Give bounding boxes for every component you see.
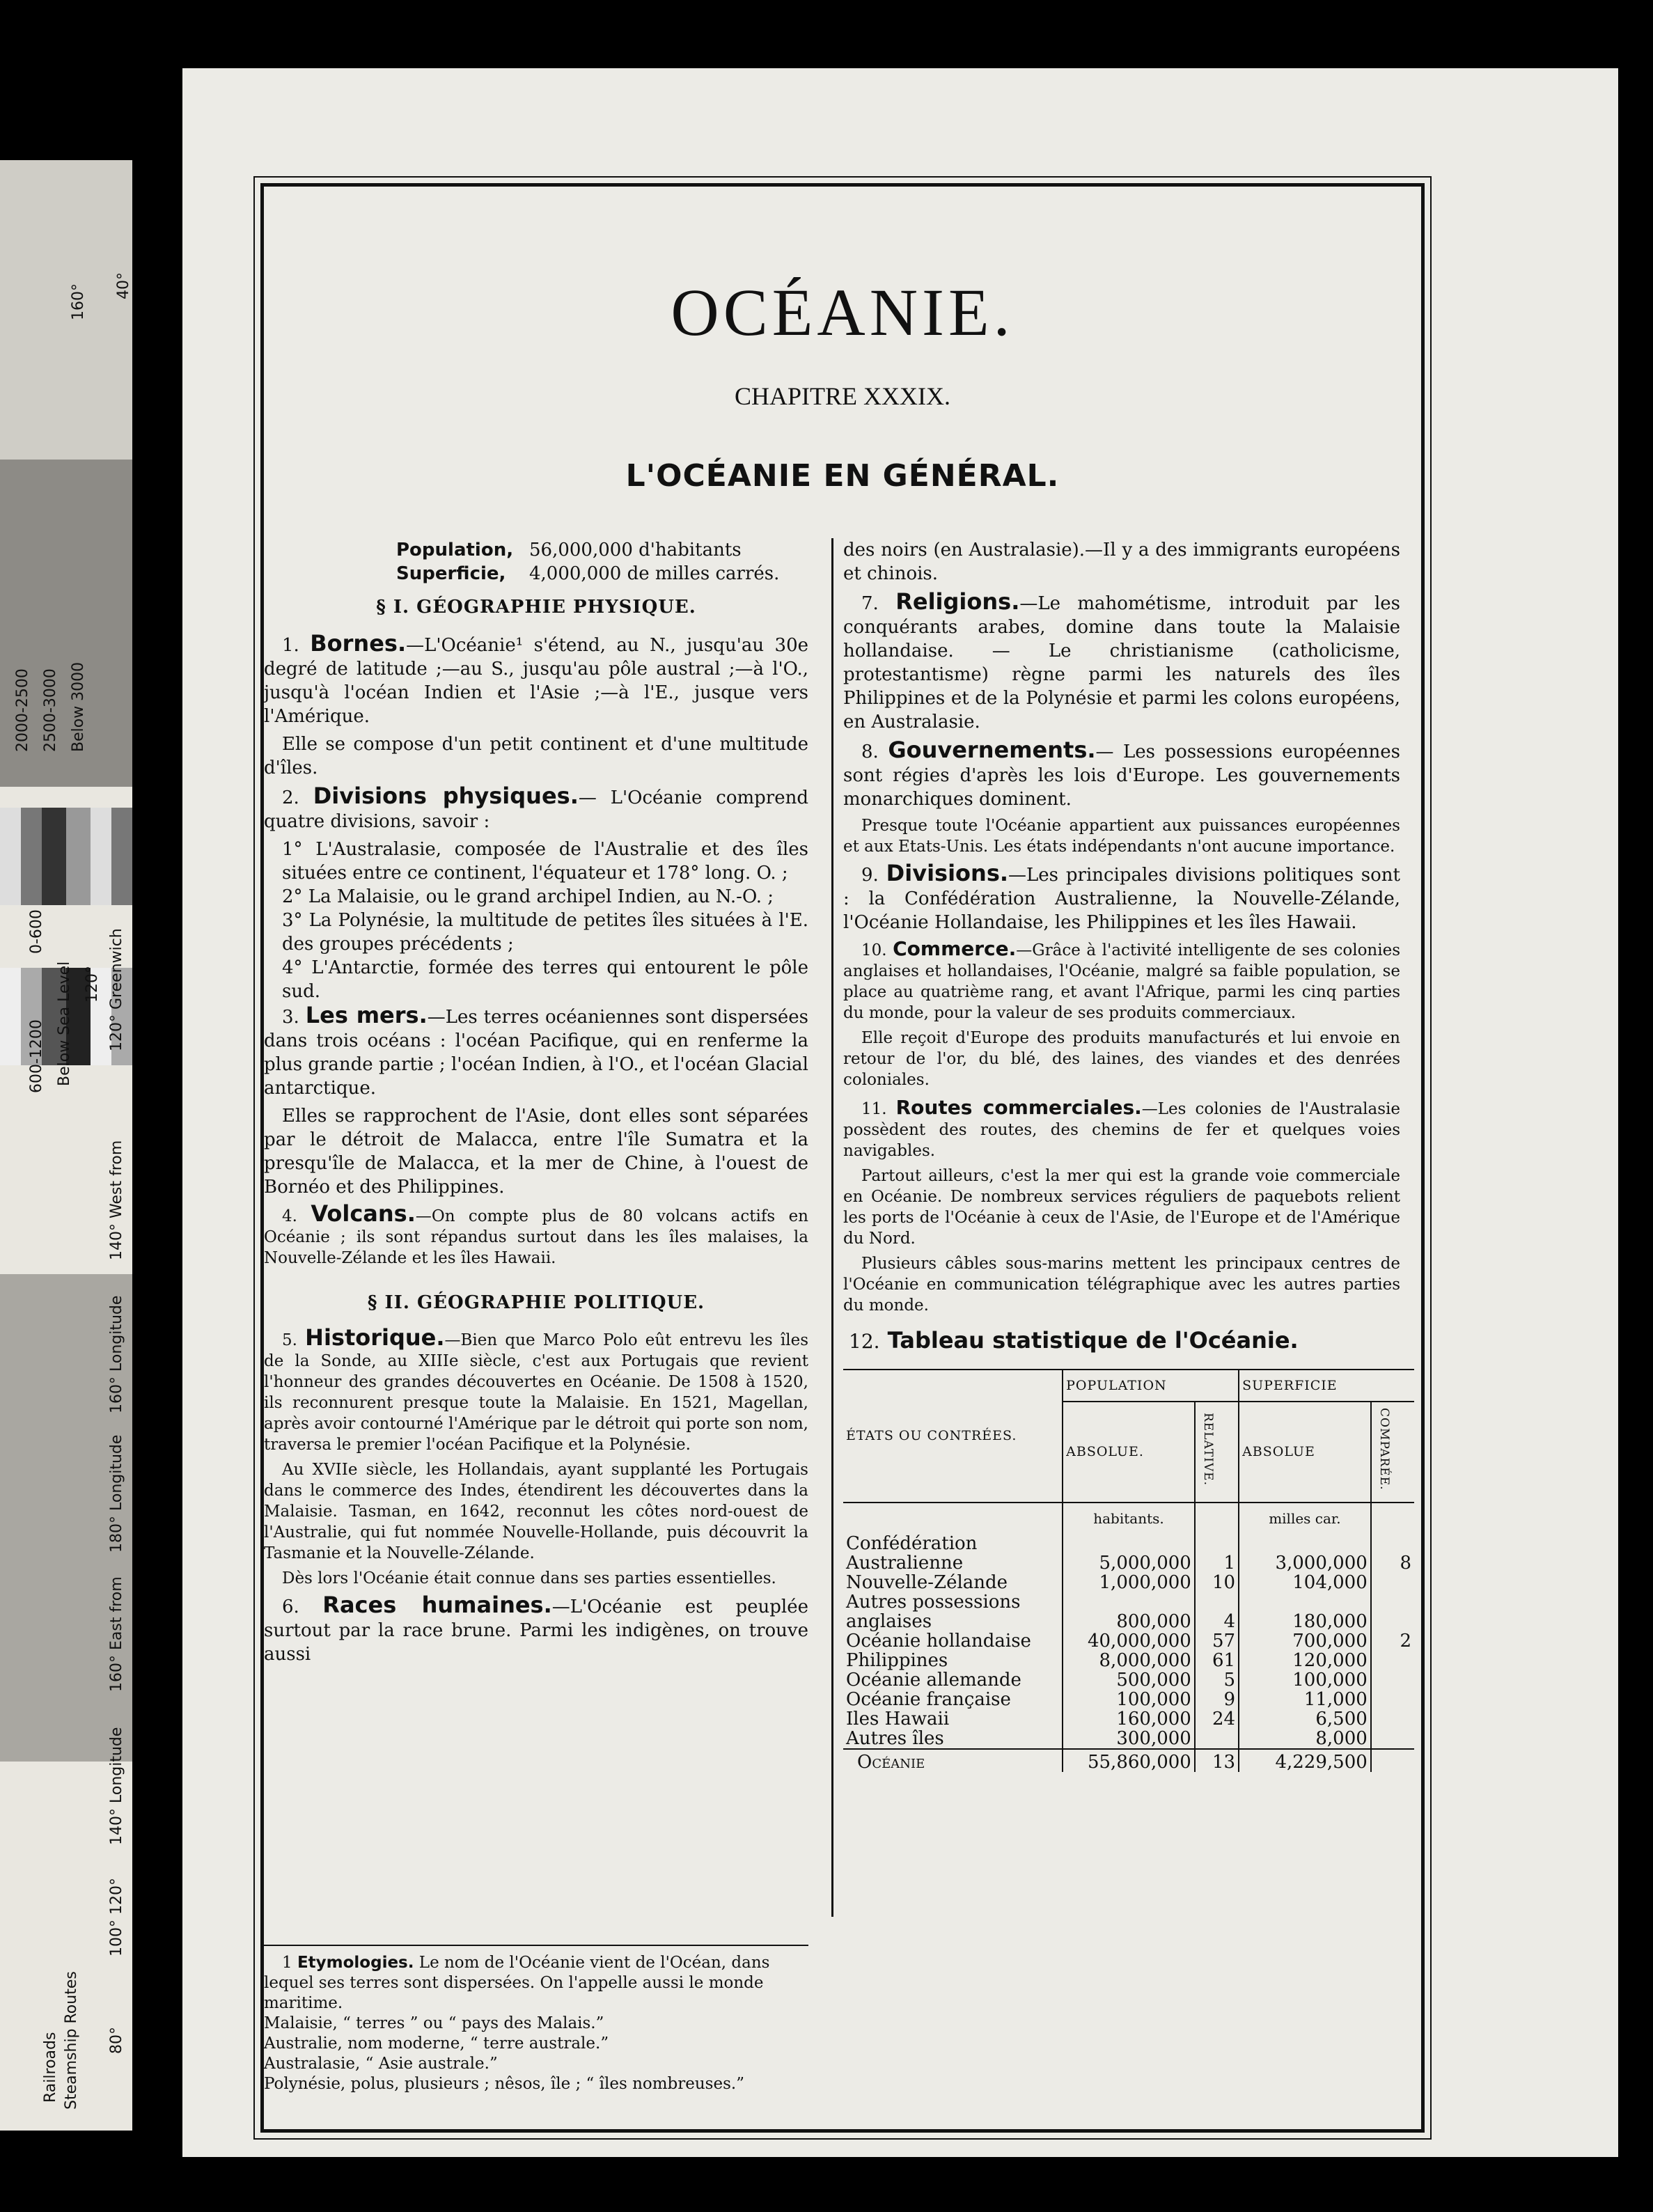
paragraph-number: 3. [282,1007,299,1028]
cell-superficie-absolute: 4,229,500 [1239,1749,1371,1772]
paragraph-text: —L'Océanie¹ s'étend, au N., jusqu'au 30e degré de latitude ;—au S., jusqu'au pôle austral ;—à l'O., jusqu'à l'océan Indien et l'Asie ;—à l'E., jusque vers l'Amérique. [264,635,808,727]
unit-cell-blank [843,1503,1063,1534]
cell-superficie-compared: 8 [1371,1534,1414,1573]
paragraph [264,1324,808,1455]
cell-superficie-compared: 2 [1371,1631,1414,1651]
map-label: 80° [108,2027,125,2054]
table-row [843,1729,1414,1749]
cell-superficie-absolute: 6,500 [1239,1709,1371,1729]
cell-superficie-compared [1371,1729,1414,1749]
cell-population-relative: 13 [1195,1749,1239,1772]
footnote-rule [264,1945,808,1946]
paragraph-text: —Les terres océaniennes sont dispersées dans trois océans : l'océan Pacifique, qui en renferme la plus grande partie ; l'océan Indien, à l'O., et l'océan Glacial antarctique. [264,1007,809,1099]
footnote-heading: Etymologies. [297,1954,414,1972]
map-label: Below Sea Level [56,961,73,1086]
map-label: 140° West from [108,1140,125,1260]
paragraph [843,590,1400,734]
chapter-subtitle: L'OCÉANIE EN GÉNÉRAL. [625,458,1060,494]
cell-state-name: Confédération Australienne [846,1532,978,1574]
cell-superficie-absolute: 8,000 [1239,1729,1371,1749]
paragraph-heading: Races humaines. [322,1592,552,1618]
paragraph-number: 5. [282,1331,297,1349]
cell-population-absolute: 160,000 [1063,1709,1195,1729]
paragraph-number: 10. [861,941,887,959]
cell-population-absolute: 300,000 [1063,1729,1195,1749]
paragraph-heading: Routes commerciales. [895,1096,1142,1119]
paragraph-number: 7. [861,593,879,614]
list-item: 2° La Malaisie, ou le grand archipel Indien, au N.-O. ; [282,886,774,907]
paragraph-number: 12. [849,1330,880,1353]
cell-population-relative: 24 [1195,1709,1239,1729]
cell-superficie-compared [1371,1749,1414,1772]
statistics-table [843,1369,1414,1772]
cell-superficie-compared [1371,1670,1414,1690]
paragraph-heading: Volcans. [311,1200,416,1227]
cell-state-name: Océanie française [846,1688,1011,1710]
footnote [264,1945,808,2094]
map-label: 120° [84,966,101,1003]
cell-superficie-absolute: 11,000 [1239,1690,1371,1709]
paragraph-heading: Historique. [305,1324,445,1351]
cell-superficie-compared [1371,1573,1414,1592]
cell-state-name: Autres possessions anglaises [846,1591,1021,1632]
cell-state-name: Océanie [843,1749,1063,1772]
cell-superficie-compared [1371,1651,1414,1670]
map-label: 0-600 [28,909,45,954]
list-item: 4° L'Antarctie, formée des terres qui entourent le pôle sud. [282,957,808,1002]
table-row [843,1690,1414,1709]
chapter-heading: CHAPITRE XXXIX. [735,382,950,410]
map-label: 120° [108,1878,125,1915]
paragraph-text: — Les possessions européennes sont régies d'après les lois d'Europe. Les gouvernements monarchiques dominent. [843,742,1400,810]
paragraph-text: —Le mahométisme, introduit par les conquérants arabes, domine dans toute la Malaisie hollandaise. — Le christianisme (catholicisme, protestantisme) règne parmi les naturels des îles Philippines et de la Polynésie et parmi les colons européens, en Australasie. [843,593,1400,732]
paragraph-number: 6. [282,1597,299,1617]
left-column [264,538,808,1670]
cell-state-name: Océanie allemande [846,1669,1021,1691]
paragraph-number: 9. [861,865,879,886]
population-summary [264,538,808,586]
paragraph: Partout ailleurs, c'est la mer qui est la grande voie commerciale en Océanie. De nombreux services réguliers de paquebots relient les ports de l'Océanie à ceux de l'Asie, de l'Europe et de l'Amérique du Nord. [843,1167,1400,1248]
footnote-text [264,1953,808,2014]
map-label: 180° Longitude [108,1434,125,1553]
map-label: 40° [115,272,132,299]
table-total-row [843,1749,1414,1772]
table-title-text: Tableau statistique de l'Océanie. [887,1327,1299,1354]
cell-population-relative: 5 [1195,1670,1239,1690]
table-row [843,1709,1414,1729]
cell-state-name: Philippines [846,1649,948,1671]
table-title [849,1328,1400,1354]
cell-population-absolute: 55,860,000 [1063,1749,1195,1772]
column-header-pop-absolute: ABSOLUE. [1063,1402,1195,1503]
paragraph-number: 8. [861,742,879,762]
paragraph: Dès lors l'Océanie était connue dans ses parties essentielles. [282,1569,776,1587]
paragraph-heading: Divisions. [886,860,1009,886]
cell-population-absolute: 8,000,000 [1063,1651,1195,1670]
map-label: 140° Longitude [108,1727,125,1845]
paragraph-text: —L'Océanie est peuplée surtout par la race brune. Parmi les indigènes, on trouve aussi [264,1597,809,1665]
footnote-line: Australie, nom moderne, “ terre australe.” [264,2034,609,2053]
cell-state-name: Autres îles [846,1727,944,1749]
paragraph-heading: Divisions physiques. [313,783,579,809]
cell-population-absolute: 800,000 [1063,1592,1195,1631]
cell-state-name: Nouvelle-Zélande [846,1571,1008,1593]
paragraph-number: 2. [282,787,299,808]
map-fragment [0,160,132,2131]
cell-population-absolute: 5,000,000 [1063,1534,1195,1573]
paragraph-heading: Bornes. [310,630,407,657]
cell-state-name: Iles Hawaii [846,1708,950,1729]
paragraph-heading: Religions. [895,588,1020,615]
statistics-table-body [843,1534,1414,1772]
paragraph-text: —Grâce à l'activité intelligente de ses colonies anglaises et hollandaises, l'Océanie, malgré sa faible population, se place au quatrième rang, et avant l'Afrique, parmi les cinq parties du monde, pour la valeur de ses produits commerciaux. [843,941,1401,1022]
cell-population-relative: 61 [1195,1651,1239,1670]
cell-superficie-compared [1371,1690,1414,1709]
cell-superficie-compared [1371,1592,1414,1631]
table-row [843,1670,1414,1690]
paragraph [843,738,1400,811]
map-label: 2000-2500 [14,668,31,752]
map-label: Below 3000 [70,661,87,752]
population-value: 56,000,000 d'habitants [529,540,742,560]
cell-population-relative: 10 [1195,1573,1239,1592]
cell-population-absolute: 100,000 [1063,1690,1195,1709]
paragraph-heading: Gouvernements. [888,737,1096,763]
table-row [843,1573,1414,1592]
paragraph-number: 11. [861,1100,887,1118]
cell-population-absolute: 1,000,000 [1063,1573,1195,1592]
map-label: 2500-3000 [42,668,59,752]
column-header-sup-absolute: ABSOLUE [1239,1402,1371,1503]
table-row [843,1592,1414,1631]
paragraph-heading: Les mers. [305,1002,428,1028]
map-label: 100° [108,1920,125,1956]
unit-cell-blank [1371,1503,1414,1534]
map-label: 600-1200 [28,1019,45,1093]
paragraph: Au XVIIe siècle, les Hollandais, ayant supplanté les Portugais dans le commerce des Indes, étendirent les découvertes dans la Malaisie. Tasman, en 1642, reconnut les côtes nord-ouest de l'Australie, qui fut nommée Nouvelle-Hollande, puis découvrit la Tasmanie et la Nouvelle-Zélande. [264,1461,808,1562]
unit-population: habitants. [1063,1503,1195,1534]
paragraph-text: —Bien que Marco Polo eût entrevu les îles de la Sonde, au XIIIe siècle, c'est aux Portugais que revient l'honneur des grandes découvertes en Océanie. De 1508 à 1520, ils reconnurent presque toute la Malaisie. En 1521, Magellan, après avoir contourné l'Amérique par le détroit qui porte son nom, traversa le premier l'océan Pacifique et la Polynésie. [264,1331,808,1454]
paragraph [264,1003,808,1100]
column-header-sup-compared-text: COMPARÉE. [1377,1408,1391,1491]
cell-superficie-compared [1371,1709,1414,1729]
paragraph-number: 1. [282,635,299,656]
map-label: 160° Longitude [108,1295,125,1413]
right-column [843,538,1411,1773]
column-header-sup-compared [1371,1402,1414,1503]
column-header-pop-relative-text: RELATIVE. [1200,1412,1215,1486]
paragraph-number: 4. [282,1207,297,1225]
footnote-number: 1 [282,1954,292,1972]
superficie-label: Superficie, [396,563,506,584]
paragraph [843,861,1400,934]
list-item: 3° La Polynésie, la multitude de petites îles situées à l'E. des groupes précédents ; [282,910,808,955]
column-header-superficie: SUPERFICIE [1239,1370,1414,1402]
table-row [843,1534,1414,1573]
cell-population-relative: 9 [1195,1690,1239,1709]
map-label: 120° Greenwich [108,928,125,1051]
book-page [182,68,1618,2157]
paragraph: Presque toute l'Océanie appartient aux puissances européennes et aux Etats-Unis. Les états indépendants n'ont aucune importance. [843,817,1400,856]
cell-population-relative: 4 [1195,1592,1239,1631]
paragraph-text: —Les principales divisions politiques sont : la Confédération Australienne, la Nouvelle-Zélande, l'Océanie Hollandaise, les Philippines et les îles Hawaii. [843,865,1400,933]
cell-population-absolute: 40,000,000 [1063,1631,1195,1651]
cell-population-relative: 1 [1195,1534,1239,1573]
map-label: 160° East from [108,1576,125,1692]
cell-superficie-absolute: 3,000,000 [1239,1534,1371,1573]
cell-superficie-absolute: 120,000 [1239,1651,1371,1670]
unit-superficie: milles car. [1239,1503,1371,1534]
paragraph [264,784,808,833]
footnote-line: Polynésie, polus, plusieurs ; nêsos, île ; “ îles nombreuses.” [264,2075,744,2093]
cell-superficie-absolute: 180,000 [1239,1592,1371,1631]
cell-population-relative [1195,1729,1239,1749]
footnote-body: Le nom de l'Océanie vient de l'Océan, dans lequel ses terres sont dispersées. On l'appelle aussi le monde maritime. [264,1954,770,2012]
superficie-value: 4,000,000 de milles carrés. [529,563,780,584]
paragraph-text: —On compte plus de 80 volcans actifs en Océanie ; ils sont répandus surtout dans les îles malaises, la Nouvelle-Zélande et les îles Hawaii. [264,1207,808,1267]
column-divider [831,538,833,1917]
map-label: Steamship Routes [63,1971,80,2110]
population-label: Population, [396,540,514,560]
column-header-population: POPULATION [1063,1370,1239,1402]
paragraph [264,632,808,728]
paragraph [843,939,1400,1023]
cell-superficie-absolute: 104,000 [1239,1573,1371,1592]
paragraph: Elle se compose d'un petit continent et d'une multitude d'îles. [264,734,808,778]
paragraph [264,1200,808,1269]
cell-state-name: Océanie hollandaise [846,1630,1031,1652]
cell-superficie-absolute: 100,000 [1239,1670,1371,1690]
paragraph: Elles se rapprochent de l'Asie, dont elles sont séparées par le détroit de Malacca, entre l'île Sumatra et la presqu'île de Malacca, et la mer de Chine, à l'ouest de Bornéo et des Philippines. [264,1106,808,1198]
unit-cell-blank [1195,1503,1239,1534]
footnote-line: Malaisie, “ terres ” ou “ pays des Malais.” [264,2014,604,2032]
cell-superficie-absolute: 700,000 [1239,1631,1371,1651]
paragraph: des noirs (en Australasie).—Il y a des immigrants européens et chinois. [843,540,1400,584]
table-row [843,1651,1414,1670]
paragraph-heading: Commerce. [893,937,1017,960]
section-heading: § I. GÉOGRAPHIE PHYSIQUE. [376,597,696,618]
list-item: 1° L'Australasie, composée de l'Australie et des îles situées entre ce continent, l'équateur et 178° long. O. ; [282,839,808,884]
footnote-line: Australasie, “ Asie australe.” [264,2055,498,2073]
page-frame [260,183,1425,2133]
map-legend-block [0,808,132,905]
column-header-states: ÉTATS OU CONTRÉES. [843,1370,1063,1503]
cell-population-relative: 57 [1195,1631,1239,1651]
paragraph [843,1097,1400,1161]
paragraph: Elle reçoit d'Europe des produits manufacturés et lui envoie en retour de l'or, du blé, des laines, des viandes et des denrées coloniales. [843,1029,1400,1089]
paragraph-text: — L'Océanie comprend quatre divisions, savoir : [264,787,808,832]
paragraph-text: —Les colonies de l'Australasie possèdent des routes, des chemins de fer et quelques voies navigables. [843,1100,1401,1160]
map-label: Railroads [42,2032,59,2103]
table-row [843,1631,1414,1651]
map-label: 160° [70,283,87,320]
cell-population-absolute: 500,000 [1063,1670,1195,1690]
column-header-pop-relative [1195,1402,1239,1503]
section-heading: § II. GÉOGRAPHIE POLITIQUE. [367,1292,705,1313]
paragraph: Plusieurs câbles sous-marins mettent les principaux centres de l'Océanie en communication télégraphique avec les autres parties du monde. [843,1255,1400,1315]
paragraph [264,1593,808,1666]
page-title: OCÉANIE. [671,275,1014,350]
